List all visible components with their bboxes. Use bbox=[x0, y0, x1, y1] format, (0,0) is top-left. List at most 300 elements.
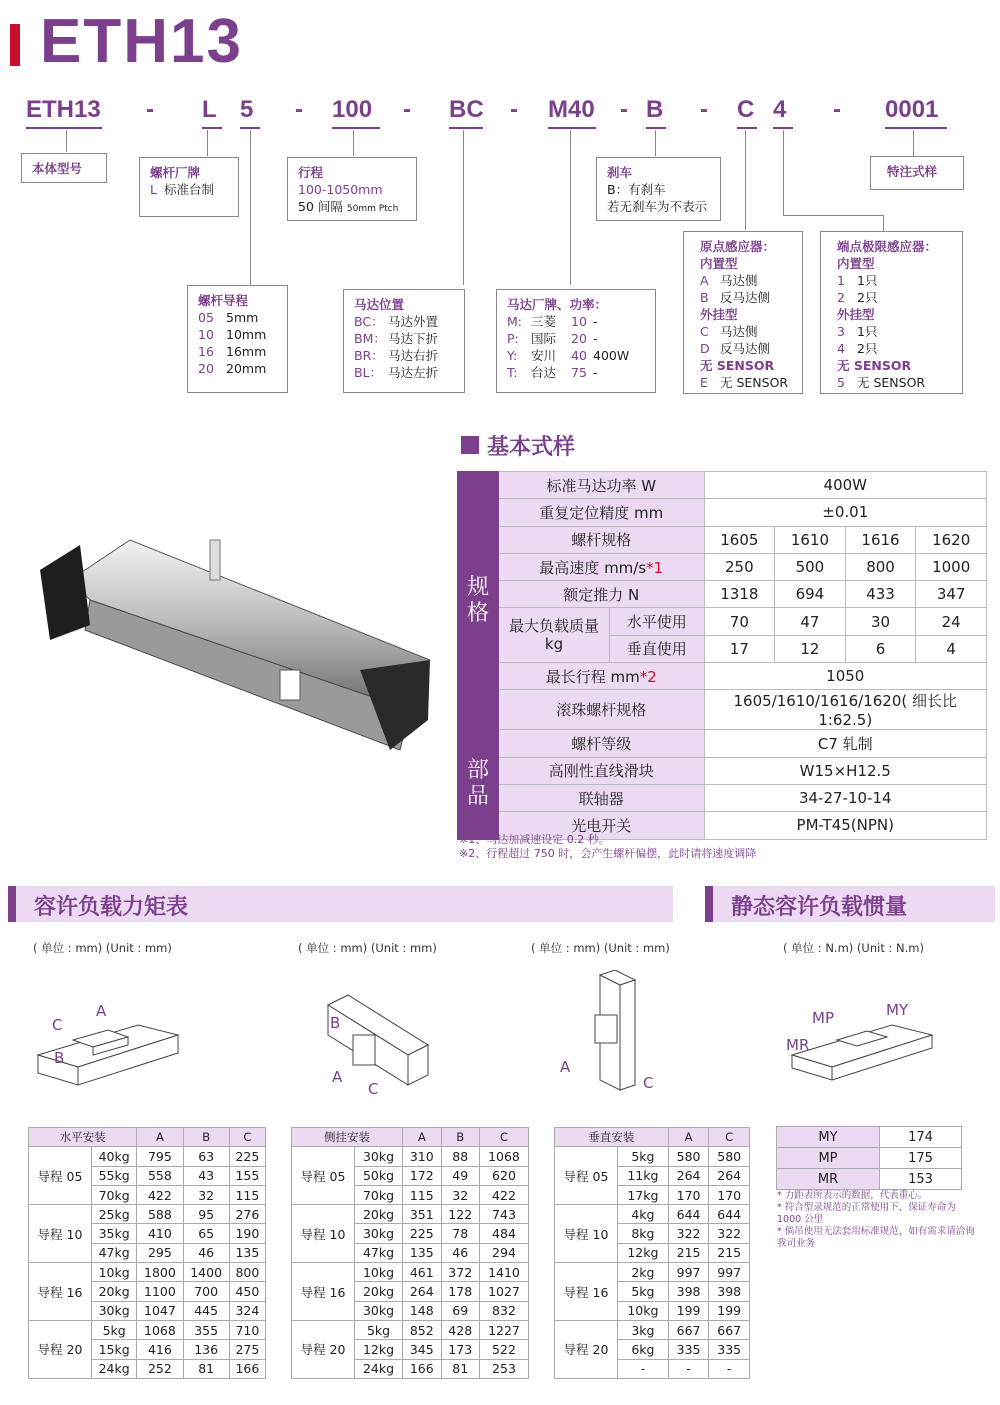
box-lead bbox=[187, 285, 288, 393]
table-cell: 700 bbox=[183, 1282, 229, 1301]
box-cell: 无 SENSOR bbox=[857, 375, 926, 390]
table-cell: 136 bbox=[183, 1340, 229, 1359]
spec-value: 1605/1610/1616/1620( 细长比 1:62.5) bbox=[704, 690, 986, 730]
table-header bbox=[292, 1128, 529, 1147]
table-cell: 178 bbox=[441, 1282, 479, 1301]
box-row bbox=[354, 347, 454, 364]
note-1: ※1、马达加减速设定 0.2 秒。 bbox=[459, 833, 610, 846]
table-cell: 122 bbox=[441, 1205, 479, 1224]
table-cell: 81 bbox=[441, 1359, 479, 1378]
sensor-type: 无 SENSOR bbox=[700, 358, 775, 373]
box-cell: M: bbox=[507, 314, 522, 329]
table-row bbox=[29, 1263, 266, 1282]
table-cell: 115 bbox=[403, 1185, 441, 1204]
lead-group: 导程 05 bbox=[555, 1147, 618, 1205]
spec-label: 额定推力 N bbox=[499, 581, 705, 608]
spec-label: 螺杆规格 bbox=[499, 526, 705, 553]
diagram-side bbox=[318, 990, 438, 1100]
lead-group: 导程 10 bbox=[555, 1205, 618, 1263]
lead-group: 导程 05 bbox=[292, 1147, 355, 1205]
spec-value: 70 bbox=[704, 608, 775, 635]
table-cell: 172 bbox=[403, 1166, 441, 1185]
box-title: 螺杆导程 bbox=[198, 293, 249, 308]
stroke-range: 100-1050mm bbox=[298, 182, 383, 197]
table-cell: 17kg bbox=[618, 1185, 669, 1204]
spec-label: 螺杆等级 bbox=[499, 730, 705, 757]
box-title: 马达厂牌、功率： bbox=[507, 297, 608, 312]
spec-value: 400W bbox=[704, 472, 986, 499]
box-cell: D bbox=[700, 341, 710, 356]
table-cell: 46 bbox=[183, 1243, 229, 1262]
box-cell: 1只 bbox=[857, 324, 878, 339]
table-cell: 580 bbox=[709, 1147, 750, 1166]
table-cell: 199 bbox=[709, 1301, 750, 1320]
table-cell: 12kg bbox=[618, 1243, 669, 1262]
spec-value: 12 bbox=[775, 635, 846, 662]
inertia-section-header bbox=[705, 886, 995, 922]
spec-value: 1605 bbox=[704, 526, 775, 553]
box-row bbox=[700, 374, 792, 391]
table-cell: 558 bbox=[137, 1166, 183, 1185]
stroke-pitch: 50mm Ptch bbox=[346, 204, 399, 214]
table-cell: 30kg bbox=[92, 1301, 137, 1320]
table-cell: 32 bbox=[441, 1185, 479, 1204]
diagram-label: MY bbox=[886, 1001, 909, 1019]
note-2: ※2、行程超过 750 时，会产生螺杆偏摆，此时请将速度调降 bbox=[459, 847, 757, 860]
table-cell: 275 bbox=[229, 1340, 265, 1359]
sensor-type: 内置型 bbox=[837, 256, 875, 271]
table-cell: 3kg bbox=[618, 1320, 669, 1339]
spec-value: PM-T45(NPN) bbox=[704, 812, 986, 839]
lead-group: 导程 20 bbox=[292, 1320, 355, 1378]
table-side bbox=[291, 1127, 529, 1379]
spec-value: 250 bbox=[704, 553, 775, 580]
table-row bbox=[555, 1263, 750, 1282]
table-cell: 81 bbox=[183, 1359, 229, 1378]
table-cell: 422 bbox=[479, 1185, 528, 1204]
table-cell: 166 bbox=[229, 1359, 265, 1378]
box-cell: 马达侧 bbox=[720, 273, 758, 288]
table-cell: 15kg bbox=[92, 1340, 137, 1359]
spec-value: 500 bbox=[775, 553, 846, 580]
box-row bbox=[837, 272, 952, 289]
table-cell: 428 bbox=[441, 1320, 479, 1339]
header-cell: B bbox=[183, 1128, 229, 1147]
diagram-label: A bbox=[332, 1068, 343, 1086]
inertia-label: MR bbox=[777, 1169, 880, 1190]
table-cell: 135 bbox=[229, 1243, 265, 1262]
code-segment: 100 bbox=[332, 96, 373, 123]
table-cell: 12kg bbox=[355, 1340, 403, 1359]
box-cell: BL： bbox=[354, 365, 383, 380]
box-special bbox=[870, 156, 964, 190]
table-row bbox=[555, 1147, 750, 1166]
box-cell: 75 bbox=[571, 365, 587, 380]
table-cell: 25kg bbox=[92, 1205, 137, 1224]
table-cell: 1068 bbox=[137, 1320, 183, 1339]
diagram-label: B bbox=[54, 1049, 65, 1067]
spec-value: W15×H12.5 bbox=[704, 757, 986, 784]
box-cell: 400W bbox=[593, 348, 630, 363]
unit-label: ( 单位 : mm) (Unit : mm) bbox=[531, 941, 670, 955]
diagram-label: B bbox=[330, 1014, 341, 1032]
inertia-row bbox=[777, 1127, 962, 1148]
box-row bbox=[837, 289, 952, 306]
box-row bbox=[507, 330, 645, 347]
table-cell: 398 bbox=[709, 1282, 750, 1301]
inertia-row bbox=[777, 1148, 962, 1169]
lead-group: 导程 16 bbox=[29, 1263, 92, 1321]
table-cell: 1047 bbox=[137, 1301, 183, 1320]
box-row bbox=[507, 364, 645, 381]
table-cell: 170 bbox=[668, 1185, 709, 1204]
code-segment: L bbox=[202, 96, 217, 123]
spec-label: 水平使用 bbox=[610, 608, 705, 635]
table-row bbox=[29, 1320, 266, 1339]
table-cell: 24kg bbox=[92, 1359, 137, 1378]
table-cell: 1410 bbox=[479, 1263, 528, 1282]
box-cell: 16 bbox=[198, 344, 214, 359]
table-cell: 215 bbox=[668, 1243, 709, 1262]
table-cell: 1800 bbox=[137, 1263, 183, 1282]
header-cell: C bbox=[479, 1128, 528, 1147]
diagram-label: C bbox=[643, 1074, 654, 1092]
box-cell: 反马达侧 bbox=[720, 290, 771, 305]
table-cell: 50kg bbox=[355, 1166, 403, 1185]
table-row bbox=[292, 1320, 529, 1339]
spec-label: 重复定位精度 mm bbox=[499, 499, 705, 526]
box-limit-sensor bbox=[820, 231, 963, 394]
lead-group: 导程 16 bbox=[292, 1263, 355, 1321]
table-cell: 5kg bbox=[618, 1282, 669, 1301]
box-screw-brand bbox=[139, 157, 239, 217]
table-cell: 522 bbox=[479, 1340, 528, 1359]
table-cell: 667 bbox=[668, 1320, 709, 1339]
table-cell: 997 bbox=[668, 1263, 709, 1282]
spec-value: 47 bbox=[775, 608, 846, 635]
table-cell: 30kg bbox=[355, 1301, 403, 1320]
table-row bbox=[292, 1205, 529, 1224]
box-title: 本体型号 bbox=[32, 161, 83, 176]
box-cell: 马达外置 bbox=[388, 314, 439, 329]
code-segment: C bbox=[737, 96, 755, 123]
table-cell: 35kg bbox=[92, 1224, 137, 1243]
lead-group: 导程 16 bbox=[555, 1263, 618, 1321]
box-cell: BM： bbox=[354, 331, 386, 346]
table-cell: - bbox=[668, 1359, 709, 1378]
code-separator: - bbox=[295, 96, 303, 123]
table-row bbox=[555, 1205, 750, 1224]
table-cell: 335 bbox=[709, 1340, 750, 1359]
table-cell: 264 bbox=[709, 1166, 750, 1185]
table-cell: 5kg bbox=[355, 1320, 403, 1339]
table-cell: 135 bbox=[403, 1243, 441, 1262]
table-cell: 88 bbox=[441, 1147, 479, 1166]
code-segment: 0001 bbox=[885, 96, 939, 123]
table-cell: 225 bbox=[403, 1224, 441, 1243]
diagram-vertical bbox=[555, 970, 665, 1100]
inertia-value: 174 bbox=[880, 1127, 962, 1148]
box-row bbox=[354, 313, 454, 330]
table-inertia bbox=[776, 1126, 962, 1190]
table-cell: 32 bbox=[183, 1185, 229, 1204]
table-cell: 173 bbox=[441, 1340, 479, 1359]
moment-section-header bbox=[8, 886, 673, 922]
table-cell: 47kg bbox=[355, 1243, 403, 1262]
table-cell: 416 bbox=[137, 1340, 183, 1359]
box-cell: BC： bbox=[354, 314, 384, 329]
code-segment: ETH13 bbox=[26, 96, 101, 123]
inertia-value: 153 bbox=[880, 1169, 962, 1190]
box-title: 特注式样 bbox=[887, 164, 938, 179]
box-row bbox=[198, 326, 277, 343]
table-cell: 644 bbox=[709, 1205, 750, 1224]
box-cell: 20 bbox=[198, 361, 214, 376]
table-cell: 47kg bbox=[92, 1243, 137, 1262]
diagram-label: C bbox=[52, 1016, 63, 1034]
table-cell: 264 bbox=[668, 1166, 709, 1185]
table-cell: 166 bbox=[403, 1359, 441, 1378]
table-cell: 1100 bbox=[137, 1282, 183, 1301]
table-cell: 398 bbox=[668, 1282, 709, 1301]
table-cell: 743 bbox=[479, 1205, 528, 1224]
table-cell: 155 bbox=[229, 1166, 265, 1185]
table-cell: 461 bbox=[403, 1263, 441, 1282]
table-cell: 40kg bbox=[92, 1147, 137, 1166]
code-separator: - bbox=[146, 96, 154, 123]
table-cell: 24kg bbox=[355, 1359, 403, 1378]
box-row bbox=[354, 330, 454, 347]
table-vertical bbox=[554, 1127, 750, 1379]
spec-value: C7 轧制 bbox=[704, 730, 986, 757]
table-cell: 4kg bbox=[618, 1205, 669, 1224]
spec-label: 滚珠螺杆规格 bbox=[499, 690, 705, 730]
inertia-note: * 符合型录规范的正常使用下，保证寿命为 1000 公里 bbox=[777, 1202, 956, 1225]
table-cell: 322 bbox=[709, 1224, 750, 1243]
code-separator: - bbox=[403, 96, 411, 123]
moment-title: 容许负载力矩表 bbox=[34, 895, 189, 920]
box-row bbox=[507, 313, 645, 330]
spec-value: 1610 bbox=[775, 526, 846, 553]
table-row bbox=[29, 1147, 266, 1166]
diagram-label: MP bbox=[812, 1009, 834, 1027]
spec-value: 1318 bbox=[704, 581, 775, 608]
spec-value: 694 bbox=[775, 581, 846, 608]
table-cell: 70kg bbox=[92, 1185, 137, 1204]
box-row bbox=[198, 309, 277, 326]
code-segment: M40 bbox=[548, 96, 595, 123]
spec-label: 光电开关 bbox=[499, 812, 705, 839]
basic-spec-title: 基本式样 bbox=[487, 435, 576, 460]
table-cell: 63 bbox=[183, 1147, 229, 1166]
diagram-label: C bbox=[368, 1080, 379, 1098]
table-row bbox=[29, 1205, 266, 1224]
table-cell: 43 bbox=[183, 1166, 229, 1185]
table-cell: 115 bbox=[229, 1185, 265, 1204]
sensor-type: 内置型 bbox=[700, 256, 738, 271]
table-cell: 1227 bbox=[479, 1320, 528, 1339]
table-cell: 832 bbox=[479, 1301, 528, 1320]
header-cell: 侧挂安装 bbox=[292, 1128, 403, 1147]
box-row bbox=[700, 289, 792, 306]
table-cell: 20kg bbox=[355, 1282, 403, 1301]
box-cell: 20mm bbox=[226, 361, 267, 376]
box-cell: BR： bbox=[354, 348, 384, 363]
table-cell: 253 bbox=[479, 1359, 528, 1378]
table-cell: 225 bbox=[229, 1147, 265, 1166]
spec-value: 1616 bbox=[845, 526, 916, 553]
box-cell: 16mm bbox=[226, 344, 267, 359]
table-cell: 484 bbox=[479, 1224, 528, 1243]
spec-value: 24 bbox=[916, 608, 987, 635]
box-cell: 三菱 bbox=[531, 314, 557, 329]
table-row bbox=[292, 1147, 529, 1166]
box-cell: 1只 bbox=[857, 273, 878, 288]
spec-label: 最高速度 mm/s*1 bbox=[499, 553, 705, 580]
spec-value: 800 bbox=[845, 553, 916, 580]
stroke-interval: 50 间隔 bbox=[298, 199, 343, 214]
table-cell: 2kg bbox=[618, 1263, 669, 1282]
table-cell: 294 bbox=[479, 1243, 528, 1262]
box-cell: 20 bbox=[571, 331, 587, 346]
spec-label: 高刚性直线滑块 bbox=[499, 757, 705, 784]
table-cell: 372 bbox=[441, 1263, 479, 1282]
box-cell: 1 bbox=[837, 273, 845, 288]
spec-table bbox=[457, 471, 987, 840]
code-separator: - bbox=[700, 96, 708, 123]
table-cell: 1068 bbox=[479, 1147, 528, 1166]
box-title: 原点感应器： bbox=[700, 239, 776, 254]
spec-value: 433 bbox=[845, 581, 916, 608]
table-cell: 295 bbox=[137, 1243, 183, 1262]
table-cell: 20kg bbox=[355, 1205, 403, 1224]
box-cell: 5mm bbox=[226, 310, 259, 325]
box-row bbox=[507, 347, 645, 364]
box-title: 行程 bbox=[298, 165, 324, 180]
box-motor-position bbox=[343, 289, 465, 393]
box-cell: B bbox=[700, 290, 709, 305]
table-cell: 148 bbox=[403, 1301, 441, 1320]
box-title: 马达位置 bbox=[354, 297, 405, 312]
spec-value: 4 bbox=[916, 635, 987, 662]
table-cell: - bbox=[709, 1359, 750, 1378]
header-cell: B bbox=[441, 1128, 479, 1147]
inertia-title: 静态容许负载惯量 bbox=[731, 895, 908, 920]
table-cell: 410 bbox=[137, 1224, 183, 1243]
box-cell: - bbox=[593, 365, 598, 380]
table-cell: 345 bbox=[403, 1340, 441, 1359]
table-cell: 10kg bbox=[92, 1263, 137, 1282]
table-cell: 800 bbox=[229, 1263, 265, 1282]
box-cell: 马达侧 bbox=[720, 324, 758, 339]
table-cell: 264 bbox=[403, 1282, 441, 1301]
box-cell: E bbox=[700, 375, 708, 390]
lead-group: 导程 10 bbox=[29, 1205, 92, 1263]
table-cell: 310 bbox=[403, 1147, 441, 1166]
inertia-label: MP bbox=[777, 1148, 880, 1169]
box-stroke bbox=[287, 157, 417, 221]
box-title: 端点极限感应器： bbox=[837, 239, 938, 254]
title-accent bbox=[10, 24, 20, 66]
box-cell: T: bbox=[507, 365, 518, 380]
table-cell: 795 bbox=[137, 1147, 183, 1166]
table-cell: 49 bbox=[441, 1166, 479, 1185]
table-header bbox=[555, 1128, 750, 1147]
box-row bbox=[837, 374, 952, 391]
box-cell: 2只 bbox=[857, 290, 878, 305]
table-cell: 11kg bbox=[618, 1166, 669, 1185]
basic-title-marker bbox=[461, 436, 479, 454]
spec-value: 17 bbox=[704, 635, 775, 662]
box-cell: 2 bbox=[837, 290, 845, 305]
table-cell: 335 bbox=[668, 1340, 709, 1359]
diagram-label: A bbox=[560, 1058, 571, 1076]
box-row bbox=[837, 323, 952, 340]
spec-label: 联轴器 bbox=[499, 784, 705, 811]
code-separator: - bbox=[833, 96, 841, 123]
box-row bbox=[700, 272, 792, 289]
inertia-value: 175 bbox=[880, 1148, 962, 1169]
lead-group: 导程 20 bbox=[555, 1320, 618, 1378]
table-cell: 190 bbox=[229, 1224, 265, 1243]
desc: 标准台制 bbox=[164, 182, 215, 197]
table-cell: 445 bbox=[183, 1301, 229, 1320]
box-cell: - bbox=[593, 331, 598, 346]
table-cell: 355 bbox=[183, 1320, 229, 1339]
inertia-note: * 倘吊使用无法套用标准规范，如有需求请洽询我司业务 bbox=[777, 1226, 975, 1249]
code-segment: B bbox=[646, 96, 664, 123]
box-row bbox=[837, 340, 952, 357]
box-title: 刹车 bbox=[607, 165, 633, 180]
spec-value: 34-27-10-14 bbox=[704, 784, 986, 811]
box-row bbox=[198, 343, 277, 360]
lead-group: 导程 10 bbox=[292, 1205, 355, 1263]
table-cell: 30kg bbox=[355, 1224, 403, 1243]
diagram-label: A bbox=[96, 1002, 107, 1020]
table-cell: 5kg bbox=[618, 1147, 669, 1166]
box-cell: 马达下折 bbox=[388, 331, 439, 346]
table-cell: 1027 bbox=[479, 1282, 528, 1301]
table-header bbox=[29, 1128, 266, 1147]
table-cell: 199 bbox=[668, 1301, 709, 1320]
sensor-type: 无 SENSOR bbox=[837, 358, 912, 373]
code-separator: - bbox=[620, 96, 628, 123]
header-cell: 水平安装 bbox=[29, 1128, 137, 1147]
spec-value: 347 bbox=[916, 581, 987, 608]
table-cell: 1400 bbox=[183, 1263, 229, 1282]
spec-label: 最大负载质量 kg bbox=[499, 608, 610, 663]
inertia-note: * 力距表所表示的数据，代表重心。 bbox=[777, 1190, 928, 1201]
box-cell: 3 bbox=[837, 324, 845, 339]
box-cell: 安川 bbox=[531, 348, 557, 363]
spec-label: 垂直使用 bbox=[610, 635, 705, 662]
table-cell: 450 bbox=[229, 1282, 265, 1301]
brake-yes: B：有刹车 bbox=[607, 182, 666, 197]
box-cell: 4 bbox=[837, 341, 845, 356]
lead-group: 导程 20 bbox=[29, 1320, 92, 1378]
box-row bbox=[354, 364, 454, 381]
unit-label: ( 单位 : mm) (Unit : mm) bbox=[298, 941, 437, 955]
table-cell: 10kg bbox=[355, 1263, 403, 1282]
code: L bbox=[150, 182, 157, 197]
box-cell: 5 bbox=[837, 375, 845, 390]
box-brake bbox=[596, 157, 721, 221]
table-cell: 252 bbox=[137, 1359, 183, 1378]
sensor-type: 外挂型 bbox=[700, 307, 738, 322]
table-cell: 852 bbox=[403, 1320, 441, 1339]
table-cell: 46 bbox=[441, 1243, 479, 1262]
table-cell: 324 bbox=[229, 1301, 265, 1320]
